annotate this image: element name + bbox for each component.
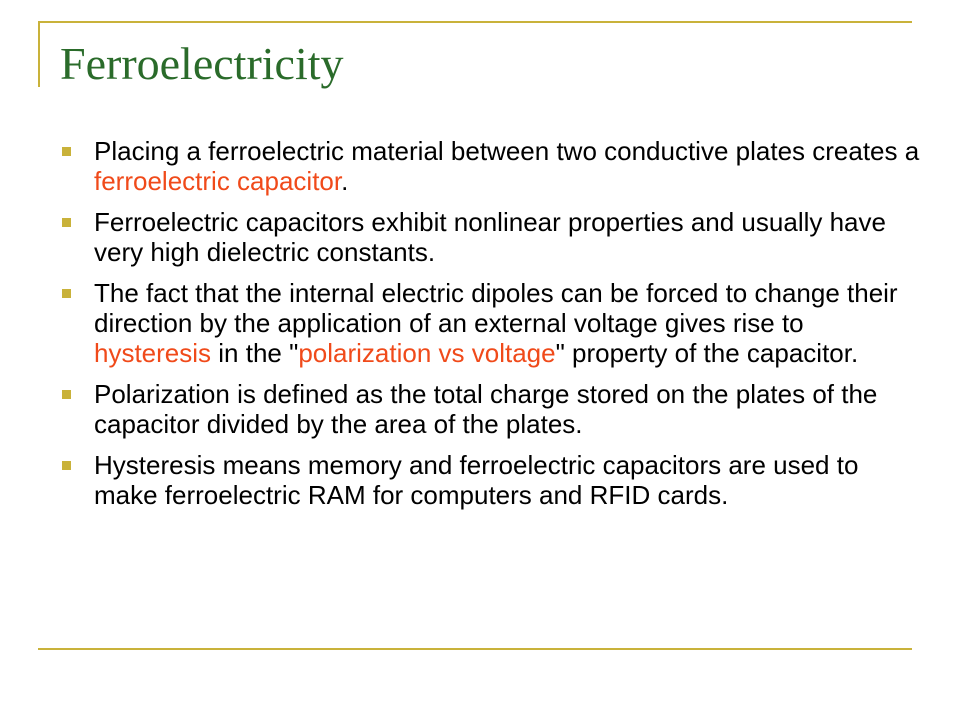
bullet-text: . xyxy=(341,166,349,196)
slide-top-rule xyxy=(38,21,912,23)
bullet-item xyxy=(60,136,920,196)
bullet-text: " property of the capacitor. xyxy=(555,338,859,368)
square-bullet-icon xyxy=(62,218,71,227)
bullet-text: in the " xyxy=(211,338,299,368)
highlighted-term: polarization vs voltage xyxy=(298,338,556,368)
highlighted-term: ferroelectric capacitor xyxy=(94,166,342,196)
bullet-item xyxy=(60,207,920,267)
bullet-text: The fact that the internal electric dipoles can be forced to change their direction by the application of an external voltage gives rise to xyxy=(94,278,898,338)
bullet-text: Placing a ferroelectric material between two conductive plates creates a xyxy=(94,136,920,166)
bullet-item xyxy=(60,450,920,510)
bullet-text: Polarization is defined as the total charge stored on the plates of the capacitor divided by the area of the plates. xyxy=(94,379,878,439)
bullet-list xyxy=(60,136,920,521)
slide-title: Ferroelectricity xyxy=(60,38,344,89)
square-bullet-icon xyxy=(62,289,71,298)
square-bullet-icon xyxy=(62,461,71,470)
square-bullet-icon xyxy=(62,390,71,399)
bullet-text: Ferroelectric capacitors exhibit nonlinear properties and usually have very high dielectric constants. xyxy=(94,207,886,267)
bullet-text: Hysteresis means memory and ferroelectric capacitors are used to make ferroelectric RAM for computers and RFID cards. xyxy=(94,450,859,510)
square-bullet-icon xyxy=(62,147,71,156)
slide-bottom-rule xyxy=(38,648,912,650)
bullet-item xyxy=(60,278,920,368)
slide-left-rule xyxy=(38,21,40,87)
bullet-item xyxy=(60,379,920,439)
highlighted-term: hysteresis xyxy=(94,338,212,368)
